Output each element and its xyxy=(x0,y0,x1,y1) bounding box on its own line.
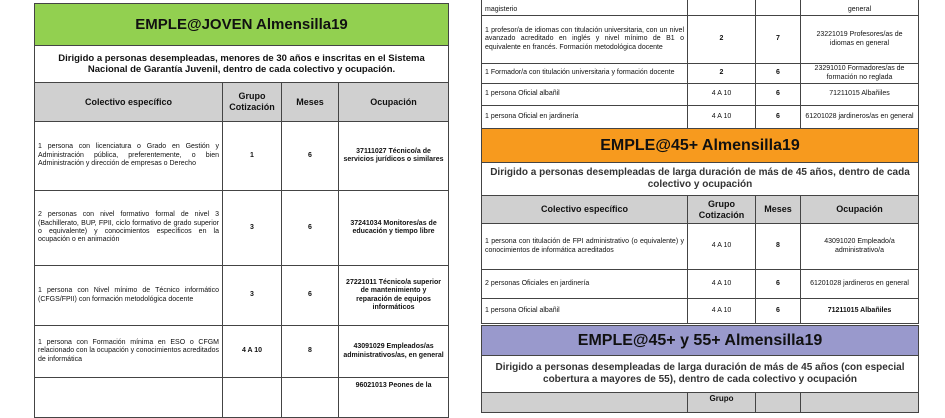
cell-colectivo: 2 personas Oficiales en jardinería xyxy=(482,270,688,299)
cell-grupo: 4 A 10 xyxy=(688,299,756,324)
emple-joven-table xyxy=(34,3,449,418)
cell-grupo: 1 xyxy=(223,122,282,191)
cell-ocupacion: 37241034 Monitores/as de educación y tiempo libre xyxy=(339,191,449,266)
cell-colectivo: 1 persona Oficial en jardinería xyxy=(482,106,688,129)
cell-colectivo: 1 persona con Formación mínima en ESO o CFGM relacionado con la ocupación y conocimientos acreditados de informática xyxy=(35,326,223,378)
header-ocupacion xyxy=(801,393,919,413)
cell-meses: 6 xyxy=(282,191,339,266)
cell-meses xyxy=(756,0,801,16)
header-meses xyxy=(756,393,801,413)
cell-ocupacion: 23291010 Formadores/as de formación no reglada xyxy=(801,64,919,84)
cell-colectivo: 2 personas con nivel formativo formal de nivel 3 (Bachillerato, BUP, FPII, ciclo formativo de grado superior o equivalente) y conocimientos específicos en la ocupación o en animación xyxy=(35,191,223,266)
table-row xyxy=(482,224,919,270)
cell-ocupacion: 61201028 jardineros/as en general xyxy=(801,106,919,129)
header-colectivo: Colectivo específico xyxy=(482,196,688,224)
cell-grupo: 4 A 10 xyxy=(688,106,756,129)
table-row xyxy=(482,270,919,299)
cell-ocupacion: 96021013 Peones de la xyxy=(339,378,449,418)
cell-meses: 6 xyxy=(282,266,339,326)
cell-colectivo: magisterio xyxy=(482,0,688,16)
table-description: Dirigido a personas desempleadas de larga duración de más de 45 años (con especial cobertura a mayores de 55), dentro de cada colectivo y ocupación xyxy=(482,356,919,393)
cell-grupo: 4 A 10 xyxy=(223,326,282,378)
table-row xyxy=(35,378,449,418)
cell-grupo: 3 xyxy=(223,266,282,326)
table-row xyxy=(482,16,919,64)
table-row xyxy=(482,64,919,84)
cell-ocupacion: 43091020 Empleado/a administrativo/a xyxy=(801,224,919,270)
table-title: EMPLE@JOVEN Almensilla19 xyxy=(35,4,449,46)
table-row xyxy=(35,266,449,326)
cell-colectivo: 1 Formador/a con titulación universitaria y formación docente xyxy=(482,64,688,84)
cell-colectivo: 1 persona con licenciatura o Grado en Gestión y Administración pública, preferentemente, o bien Administración y dirección de empresas o Derecho xyxy=(35,122,223,191)
cell-grupo: 4 A 10 xyxy=(688,84,756,106)
table-row xyxy=(35,191,449,266)
header-colectivo: Colectivo específico xyxy=(35,83,223,122)
table-description: Dirigido a personas desempleadas de larga duración de más de 45 años, dentro de cada colectivo y ocupación xyxy=(482,163,919,196)
cell-meses: 8 xyxy=(282,326,339,378)
cell-ocupacion: 71211015 Albañiles xyxy=(801,299,919,324)
cell-meses: 6 xyxy=(756,64,801,84)
cell-ocupacion: 23221019 Profesores/as de idiomas en general xyxy=(801,16,919,64)
cell-ocupacion: 61201028 jardineros en general xyxy=(801,270,919,299)
header-ocupacion: Ocupación xyxy=(801,196,919,224)
cell-colectivo: 1 profesor/a de idiomas con titulación universitaria, con un nivel avanzado acreditado en inglés y nivel mínimo de B1 o equivalente en francés. Formación metodológica docente xyxy=(482,16,688,64)
table-row xyxy=(482,106,919,129)
cell-meses: 8 xyxy=(756,224,801,270)
cell-meses: 6 xyxy=(756,299,801,324)
table-row xyxy=(35,122,449,191)
cell-meses: 6 xyxy=(756,270,801,299)
header-grupo: Grupo Cotización xyxy=(688,196,756,224)
table-row xyxy=(35,326,449,378)
cell-colectivo: 1 persona Oficial albañil xyxy=(482,299,688,324)
cell-grupo: 4 A 10 xyxy=(688,224,756,270)
cell-ocupacion: general xyxy=(801,0,919,16)
table-row xyxy=(482,84,919,106)
cell-grupo xyxy=(688,0,756,16)
cell-meses: 7 xyxy=(756,16,801,64)
cell-grupo: 4 A 10 xyxy=(688,270,756,299)
cell-ocupacion: 71211015 Albañiles xyxy=(801,84,919,106)
cell-colectivo: 1 persona con Nivel mínimo de Técnico informático (CFGS/FPII) con formación metodológica docente xyxy=(35,266,223,326)
header-meses: Meses xyxy=(756,196,801,224)
cell-grupo: 2 xyxy=(688,16,756,64)
table-title: EMPLE@45+ Almensilla19 xyxy=(482,129,919,163)
cell-colectivo: 1 persona con titulación de FPI administrativo (o equivalente) y conocimientos de informática acreditados xyxy=(482,224,688,270)
header-grupo: Grupo Cotización xyxy=(223,83,282,122)
cell-colectivo: 1 persona Oficial albañil xyxy=(482,84,688,106)
cell-ocupacion: 37111027 Técnico/a de servicios jurídicos o similares xyxy=(339,122,449,191)
cell-ocupacion: 27221011 Técnico/a superior de mantenimiento y reparación de equipos informáticos xyxy=(339,266,449,326)
header-grupo: Grupo xyxy=(688,393,756,413)
table-row xyxy=(482,299,919,324)
emple-45-table xyxy=(481,0,919,324)
table-title: EMPLE@45+ y 55+ Almensilla19 xyxy=(482,326,919,356)
table-description: Dirigido a personas desempleadas, menores de 30 años e inscritas en el Sistema Nacional de Garantía Juvenil, dentro de cada colectivo y ocupación. xyxy=(35,46,449,83)
cell-grupo xyxy=(223,378,282,418)
cell-meses: 6 xyxy=(282,122,339,191)
cell-ocupacion: 43091029 Empleados/as administrativos/as, en general xyxy=(339,326,449,378)
cell-meses: 6 xyxy=(756,84,801,106)
cell-grupo: 3 xyxy=(223,191,282,266)
cell-grupo: 2 xyxy=(688,64,756,84)
header-colectivo xyxy=(482,393,688,413)
cell-meses xyxy=(282,378,339,418)
cell-meses: 6 xyxy=(756,106,801,129)
header-meses: Meses xyxy=(282,83,339,122)
table-row xyxy=(482,0,919,16)
cell-colectivo xyxy=(35,378,223,418)
header-ocupacion: Ocupación xyxy=(339,83,449,122)
